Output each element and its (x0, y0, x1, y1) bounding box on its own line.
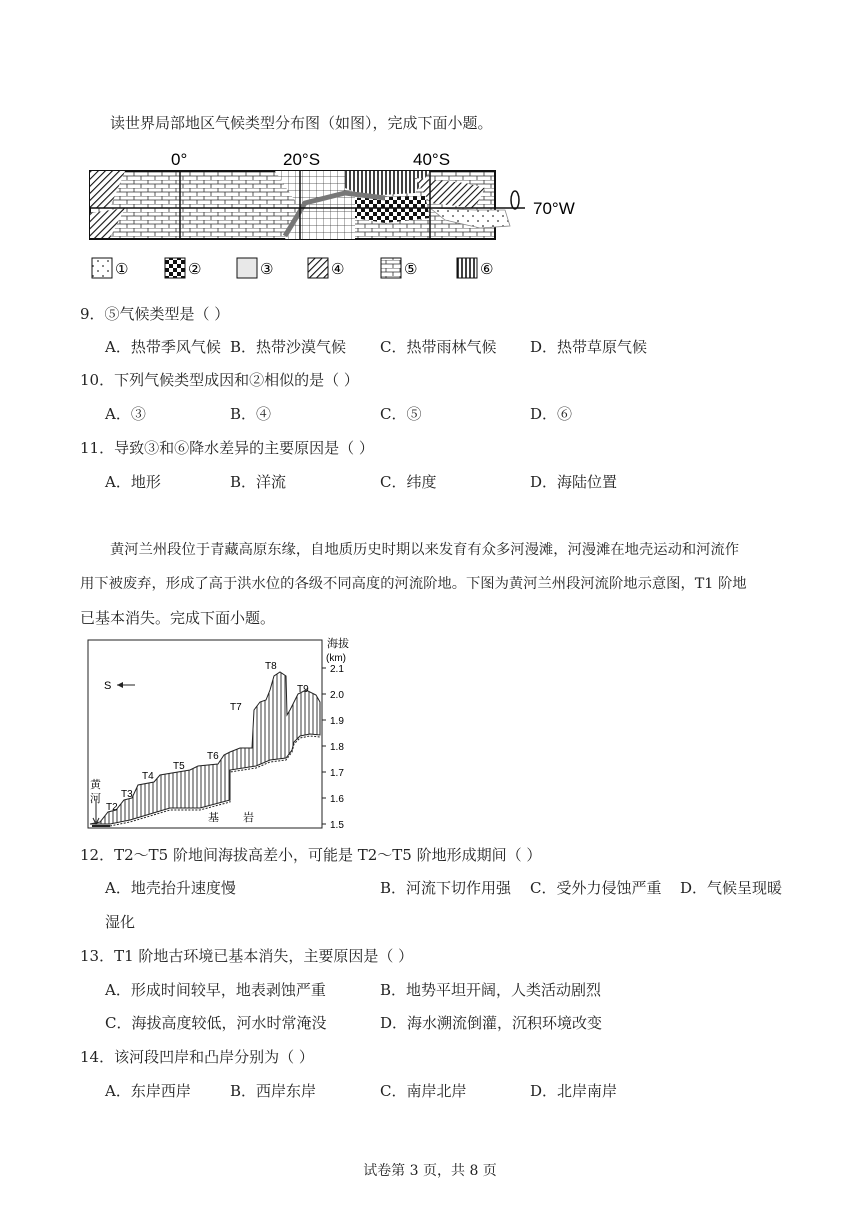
y-axis-ticks (322, 664, 344, 831)
q13-option-d[interactable]: D．海水溯流倒灌，沉积环境改变 (380, 1014, 603, 1032)
terrace-label-t2: T2 (106, 802, 118, 813)
bedrock-label-2: 岩 (243, 812, 254, 824)
climate-map (85, 148, 585, 284)
y-tick-1-6: 1.6 (330, 794, 344, 805)
intro-text-2-line1: 黄河兰州段位于青藏高原东缘，自地质历史时期以来发育有众多河漫滩，河漫滩在地壳运动和河流作 (110, 542, 740, 558)
y-tick-2-1: 2.1 (330, 664, 344, 675)
q12-stem: 12．T2～T5 阶地间海拔高差小，可能是 T2～T5 阶地形成期间（ ） (80, 846, 542, 864)
q9-stem: 9．⑤气候类型是（ ） (80, 305, 230, 323)
terrace-label-t4: T4 (142, 771, 154, 782)
y-tick-1-7: 1.7 (330, 768, 344, 779)
legend-5: ⑤ (404, 261, 418, 278)
q13-option-a[interactable]: A．形成时间较早，地表剥蚀严重 (105, 981, 326, 999)
q9-option-c[interactable]: C．热带雨林气候 (380, 338, 497, 356)
y-axis-title-1: 海拔 (327, 638, 349, 650)
terrace-label-t3: T3 (121, 789, 133, 800)
q14-option-a[interactable]: A．东岸西岸 (105, 1082, 191, 1100)
y-tick-1-9: 1.9 (330, 716, 344, 727)
q12-option-a[interactable]: A．地壳抬升速度慢 (105, 879, 236, 897)
y-tick-2-0: 2.0 (330, 690, 344, 701)
intro-text-2-line3: 已基本消失。完成下面小题。 (80, 609, 276, 627)
q13-stem: 13．T1 阶地古环境已基本消失，主要原因是（ ） (80, 947, 414, 965)
q12-option-c[interactable]: C．受外力侵蚀严重 (530, 879, 662, 897)
lat-label-40s: 40°S (413, 150, 451, 169)
q10-option-c[interactable]: C．⑤ (380, 405, 422, 423)
direction-label: S (104, 680, 112, 692)
q11-option-a[interactable]: A．地形 (105, 473, 161, 491)
q11-stem: 11．导致③和⑥降水差异的主要原因是（ ） (80, 439, 374, 457)
q11-option-c[interactable]: C．纬度 (380, 473, 437, 491)
q14-option-c[interactable]: C．南岸北岸 (380, 1082, 467, 1100)
q13-option-b[interactable]: B．地势平坦开阔，人类活动剧烈 (380, 981, 602, 999)
intro-text-2-line2: 用下被废弃，形成了高于洪水位的各级不同高度的河流阶地。下图为黄河兰州段河流阶地示意图，T1 阶地 (80, 576, 747, 592)
lat-label-0: 0° (171, 150, 188, 169)
river-label-1: 黄 (90, 779, 101, 791)
legend-2: ② (188, 261, 202, 278)
lon-label-70w: 70°W (533, 199, 575, 218)
q14-stem: 14．该河段凹岸和凸岸分别为（ ） (80, 1048, 314, 1066)
legend-1: ① (115, 261, 129, 278)
q13-option-c[interactable]: C．海拔高度较低，河水时常淹没 (105, 1014, 327, 1032)
river-label-2: 河 (90, 793, 101, 805)
q10-stem: 10．下列气候类型成因和②相似的是（ ） (80, 371, 359, 389)
terrace-diagram (80, 630, 380, 835)
q9-option-a[interactable]: A．热带季风气候 (105, 338, 221, 356)
intro-text-1: 读世界局部地区气候类型分布图（如图），完成下面小题。 (110, 114, 493, 132)
y-tick-1-5: 1.5 (330, 820, 344, 831)
map-legend (92, 258, 493, 278)
q11-option-b[interactable]: B．洋流 (230, 473, 287, 491)
page-footer: 试卷第 3 页，共 8 页 (363, 1163, 497, 1179)
terrace-label-t7: T7 (230, 702, 242, 713)
q14-option-d[interactable]: D．北岸南岸 (530, 1082, 618, 1100)
q12-option-d-cont: 湿化 (105, 913, 136, 931)
y-tick-1-8: 1.8 (330, 742, 344, 753)
q10-option-a[interactable]: A．③ (105, 405, 146, 423)
bedrock-label-1: 基 (208, 812, 219, 824)
legend-6: ⑥ (480, 261, 494, 278)
terrace-label-t8: T8 (265, 661, 277, 672)
legend-3: ③ (260, 261, 274, 278)
terrace-label-t6: T6 (207, 751, 219, 762)
q9-option-b[interactable]: B．热带沙漠气候 (230, 338, 347, 356)
y-axis-title-2: (km) (326, 653, 346, 664)
q10-option-d[interactable]: D．⑥ (530, 405, 573, 423)
lat-label-20s: 20°S (283, 150, 321, 169)
terrace-label-t9: T9 (297, 684, 309, 695)
map-body (90, 171, 525, 239)
q9-option-d[interactable]: D．热带草原气候 (530, 338, 648, 356)
q10-option-b[interactable]: B．④ (230, 405, 272, 423)
legend-4: ④ (331, 261, 345, 278)
q14-option-b[interactable]: B．西岸东岸 (230, 1082, 317, 1100)
q11-option-d[interactable]: D．海陆位置 (530, 473, 618, 491)
q12-option-b[interactable]: B．河流下切作用强 (380, 879, 512, 897)
terrace-label-t5: T5 (173, 761, 185, 772)
q12-option-d[interactable]: D．气候呈现暖 (680, 879, 783, 897)
